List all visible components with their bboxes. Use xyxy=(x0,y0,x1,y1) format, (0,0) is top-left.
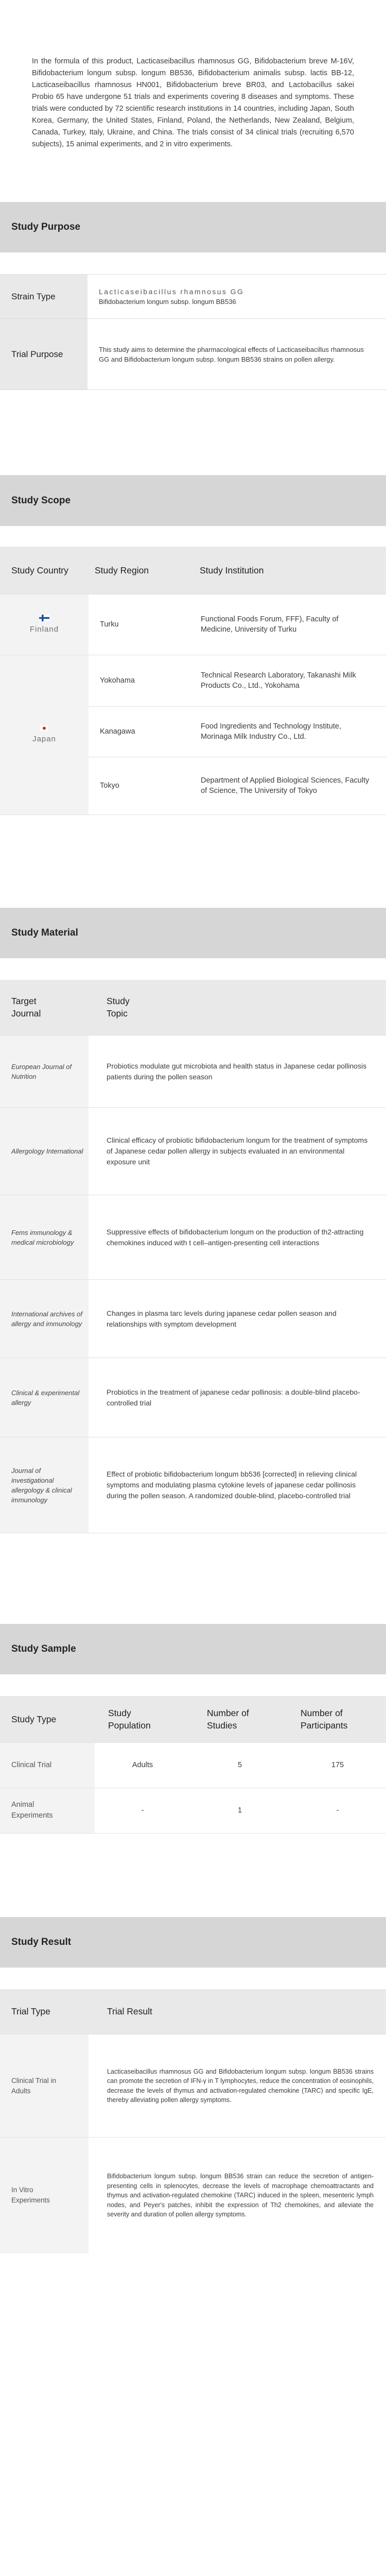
sample-table xyxy=(0,1674,386,1917)
institution-tokyo: Department of Applied Biological Sciences, Faculty of Science, The University of Tokyo xyxy=(191,757,386,815)
material-row xyxy=(0,1195,386,1280)
journal-cell: Allergology International xyxy=(0,1108,89,1195)
intro-paragraph: In the formula of this product, Lacticaseibacillus rhamnosus GG, Bifidobacterium breve M-16V, Bifidobacterium longum subsp. longum BB536, Bifidobacterium animalis subsp. lactis BB-12, Lacticaseibacillus rhamnosus HN001, Bifidobacterium breve BR03, and Lactobacillus sakei Probio 65 have undergone 51 trials and experiments covering 8 diseases and symptoms. These trials were conducted by 72 scientific research institutions in 14 countries, including Japan, South Korea, Germany, the United States, Finland, Poland, the Netherlands, New Zealand, Belgium, Canada, Turkey, Italy, Ukraine, and China. The trials consist of 34 clinical trials (recruiting 6,570 subjects), 15 animal experiments, and 2 in vitro experiments. xyxy=(32,57,354,148)
material-table xyxy=(0,958,386,1624)
region-turku: Turku xyxy=(89,594,191,655)
scope-row-finland xyxy=(0,594,386,655)
material-row xyxy=(0,1437,386,1533)
strain-line-1: Lacticaseibacillus rhamnosus GG xyxy=(99,287,244,296)
journal-cell: European Journal of Nutrition xyxy=(0,1036,89,1108)
section-title-result: Study Result xyxy=(0,1917,386,1968)
region-yokohama: Yokohama xyxy=(89,655,191,706)
header-journal: Target Journal xyxy=(0,980,89,1036)
sample-studies-cell: 1 xyxy=(190,1788,289,1833)
study-sample-section xyxy=(0,1624,386,1917)
sample-type-cell: Clinical Trial xyxy=(0,1742,95,1788)
header-institution: Study Institution xyxy=(191,547,386,594)
study-material-section xyxy=(0,908,386,1624)
result-table xyxy=(0,1968,386,2253)
topic-cell: Clinical efficacy of probiotic bifidobacterium longum for the treatment of symptoms of Japanese cedar pollen allergy in subjects evaluated in an environmental exposure unit xyxy=(89,1108,386,1195)
trial-purpose-label: Trial Purpose xyxy=(0,319,87,390)
institution-turku: Functional Foods Forum, FFF), Faculty of Medicine, University of Turku xyxy=(191,594,386,655)
header-region: Study Region xyxy=(89,547,191,594)
topic-cell: Effect of probiotic bifidobacterium longum bb536 [corrected] in relieving clinical symptoms and modulating plasma cytokine levels of japanese cedar pollinosis during the pollen season. A randomized double-blind, placebo-controlled trial xyxy=(89,1437,386,1533)
region-tokyo: Tokyo xyxy=(89,757,191,815)
journal-cell: Fems immunology & medical microbiology xyxy=(0,1195,89,1280)
topic-cell: Probiotics in the treatment of japanese cedar pollinosis: a double-blind placebo-controlled trial xyxy=(89,1358,386,1437)
section-title-purpose: Study Purpose xyxy=(0,202,386,252)
result-row xyxy=(0,2138,386,2253)
section-title-scope: Study Scope xyxy=(0,476,386,526)
result-text-cell: Lacticaseibacillus rhamnosus GG and Bifidobacterium longum subsp. longum BB536 strains can promote the secretion of IFN-γ in T lymphocytes, reduce the concentration of eosinophils, decrease the levels of thymus and activation-regulated chemokine (TARC) and specific IgE, thereby alleviating pollen allergy symptoms. xyxy=(89,2035,386,2138)
topic-cell: Changes in plasma tarc levels during japanese cedar pollen season and relationships with symptom development xyxy=(89,1280,386,1358)
study-result-section xyxy=(0,1917,386,2253)
institution-kanagawa: Food Ingredients and Technology Institute, Morinaga Milk Industry Co., Ltd. xyxy=(191,706,386,757)
material-row xyxy=(0,1358,386,1437)
study-scope-section xyxy=(0,476,386,908)
sample-participants-cell: 175 xyxy=(289,1742,386,1788)
material-row xyxy=(0,1108,386,1195)
study-purpose-section xyxy=(0,202,386,476)
scope-table xyxy=(0,526,386,908)
sample-population-cell: Adults xyxy=(95,1742,190,1788)
trial-purpose-value: This study aims to determine the pharmacological effects of Lacticaseibacillus rhamnosus GG and Bifidobacterium longum subsp. longum BB536 strains on pollen allergy. xyxy=(87,319,386,390)
journal-cell: Journal of investigational allergology & clinical immunology xyxy=(0,1437,89,1533)
topic-cell: Suppressive effects of bifidobacterium longum on the production of th2-attracting chemokines induced with t cell–antigen-presenting cell interactions xyxy=(89,1195,386,1280)
header-population: Study Population xyxy=(95,1696,190,1742)
header-studies: Number of Studies xyxy=(190,1696,289,1742)
header-trial-result: Trial Result xyxy=(89,1989,386,2035)
region-kanagawa: Kanagawa xyxy=(89,706,191,757)
country-japan xyxy=(0,655,89,815)
header-study-type: Study Type xyxy=(0,1696,95,1742)
country-finland xyxy=(0,594,89,655)
sample-studies-cell: 5 xyxy=(190,1742,289,1788)
country-name-japan: Japan xyxy=(32,734,56,743)
japan-flag-icon xyxy=(40,725,48,731)
result-type-cell: In Vitro Experiments xyxy=(0,2138,89,2253)
section-title-sample: Study Sample xyxy=(0,1624,386,1674)
institution-yokohama: Technical Research Laboratory, Takanashi Milk Products Co., Ltd., Yokohama xyxy=(191,655,386,706)
journal-cell: Clinical & experimental allergy xyxy=(0,1358,89,1437)
strain-row xyxy=(0,275,386,319)
header-country: Study Country xyxy=(0,547,89,594)
header-topic: Study Topic xyxy=(89,980,386,1036)
sample-row xyxy=(0,1742,386,1788)
strain-label: Strain Type xyxy=(0,275,87,319)
header-trial-type: Trial Type xyxy=(0,1989,89,2035)
purpose-table xyxy=(0,252,386,476)
strain-line-2: Bifidobacterium longum subsp. longum BB536 xyxy=(99,297,236,306)
sample-row xyxy=(0,1788,386,1833)
header-participants: Number of Participants xyxy=(289,1696,386,1742)
section-title-material: Study Material xyxy=(0,908,386,958)
topic-cell: Probiotics modulate gut microbiota and health status in Japanese cedar pollinosis patients during the pollen season xyxy=(89,1036,386,1108)
sample-population-cell: - xyxy=(95,1788,190,1833)
result-row xyxy=(0,2035,386,2138)
material-row xyxy=(0,1280,386,1358)
material-row xyxy=(0,1036,386,1108)
country-name-finland: Finland xyxy=(29,624,59,634)
finland-flag-icon xyxy=(39,615,49,621)
journal-cell: International archives of allergy and immunology xyxy=(0,1280,89,1358)
strain-value xyxy=(87,275,386,319)
result-text-cell: Bifidobacterium longum subsp. longum BB536 strain can reduce the secretion of antigen-presenting cells in splenocytes, decrease the levels of macrophage chemoattractants and thymus and activation-regulated chemokine (TARC) induced in the spleen, mesenteric lymph nodes, and Peyer's patches, inhibit the expression of Th2 chemokines, and alleviate the severity and duration of pollen allergy symptoms. xyxy=(89,2138,386,2253)
trial-purpose-row xyxy=(0,319,386,390)
sample-participants-cell: - xyxy=(289,1788,386,1833)
scope-row-yokohama xyxy=(0,655,386,706)
result-type-cell: Clinical Trial in Adults xyxy=(0,2035,89,2138)
sample-type-cell: Animal Experiments xyxy=(0,1788,95,1833)
